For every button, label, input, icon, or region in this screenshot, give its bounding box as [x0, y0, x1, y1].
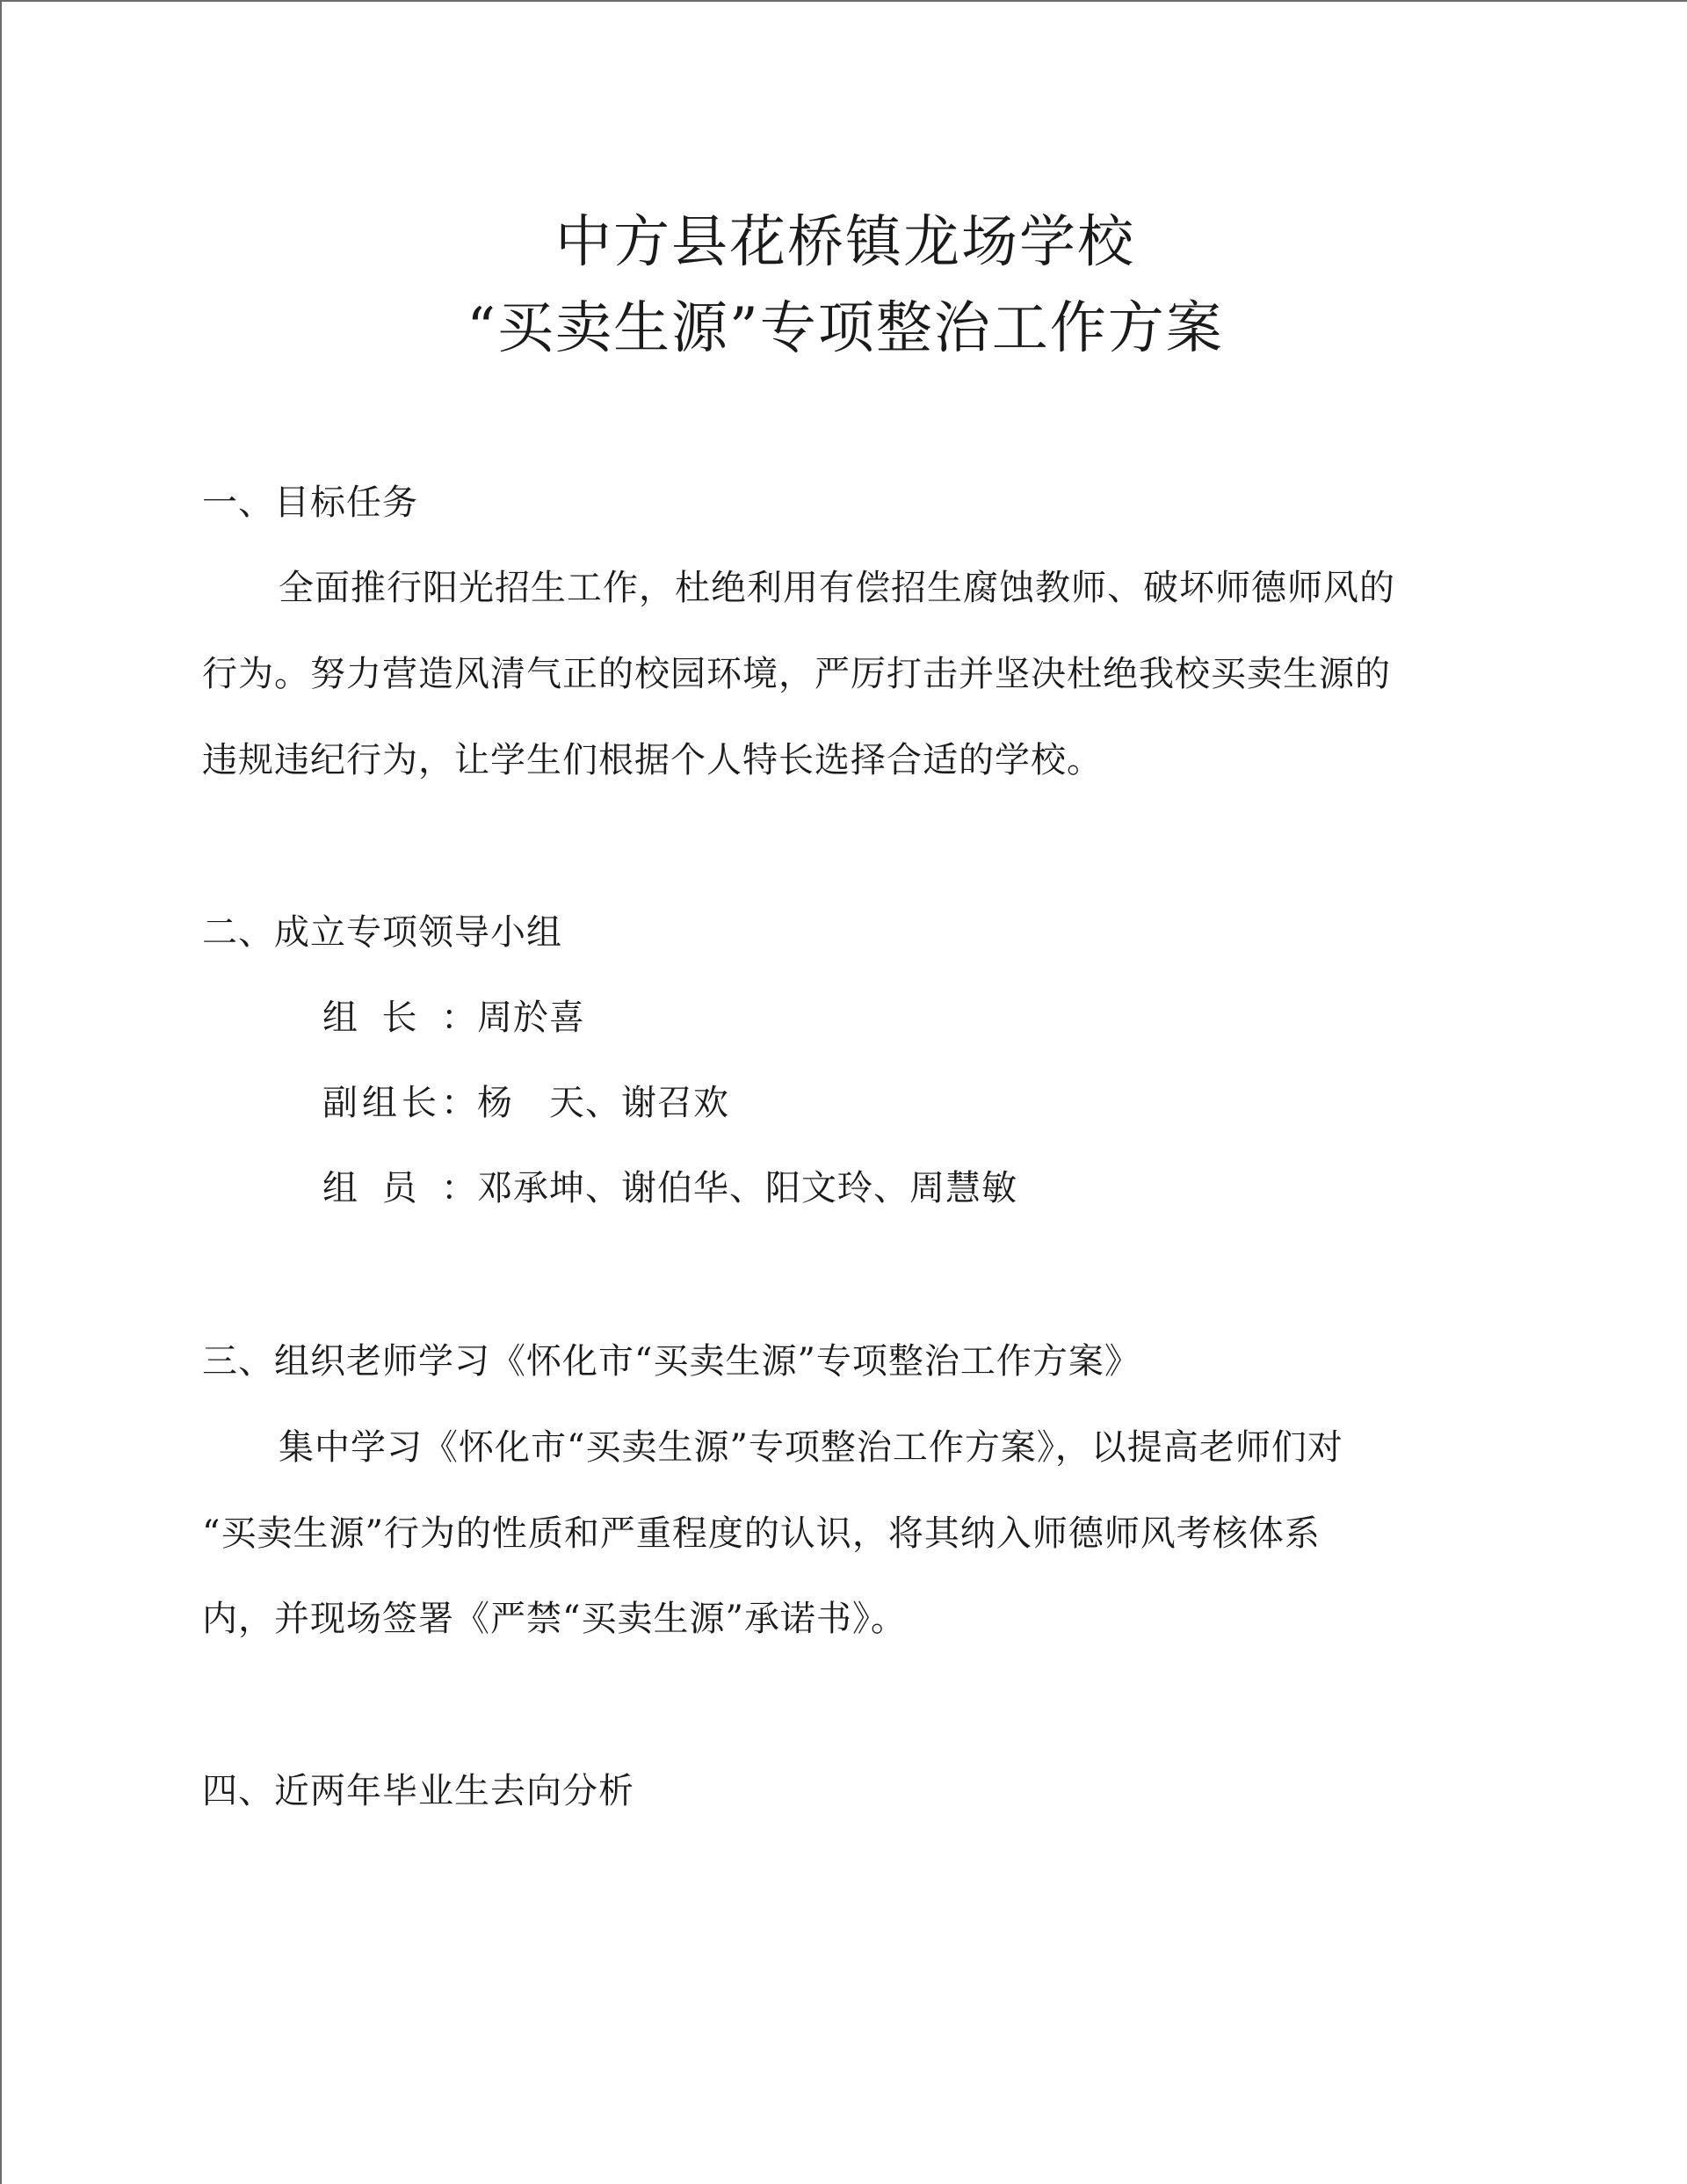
member-names: 邓承坤、谢伯华、阳文玲、周慧敏: [477, 1168, 1017, 1208]
section-3-paragraph-line: 集中学习《怀化市“买卖生源”专项整治工作方案》，以提高老师们对: [279, 1427, 1343, 1468]
member-role: 组员：: [322, 1168, 477, 1208]
member-role: 副组长：: [322, 1083, 477, 1123]
section-1-paragraph-line: 违规违纪行为，让学生们根据个人特长选择合适的学校。: [202, 740, 1103, 780]
document-title-line-1: 中方县花桥镇龙场学校: [555, 210, 1135, 275]
section-3-paragraph-line: 内，并现场签署《严禁“买卖生源”承诺书》。: [202, 1599, 907, 1639]
deputy-leader-row: [322, 1085, 729, 1121]
section-3-heading: 三、组织老师学习《怀化市“买卖生源”专项整治工作方案》: [202, 1341, 1140, 1382]
member-names: 周於喜: [477, 998, 585, 1038]
section-2-heading: 二、成立专项领导小组: [202, 912, 562, 953]
section-4-heading: 四、近两年毕业生去向分析: [202, 1771, 634, 1811]
document-title-line-2: “买卖生源”专项整治工作方案: [467, 296, 1224, 361]
group-leader-row: [322, 998, 585, 1038]
section-1-paragraph-line: 行为。努力营造风清气正的校园环境，严厉打击并坚决杜绝我校买卖生源的: [202, 654, 1391, 694]
section-1-paragraph-line: 全面推行阳光招生工作，杜绝利用有偿招生腐蚀教师、破坏师德师风的: [279, 568, 1395, 608]
member-role: 组长：: [322, 998, 477, 1038]
member-names: 杨 天、谢召欢: [477, 1083, 729, 1123]
section-1-heading: 一、目标任务: [202, 483, 418, 523]
section-3-paragraph-line: “买卖生源”行为的性质和严重程度的认识，将其纳入师德师风考核体系: [202, 1513, 1321, 1554]
group-members-row: [322, 1168, 1017, 1208]
